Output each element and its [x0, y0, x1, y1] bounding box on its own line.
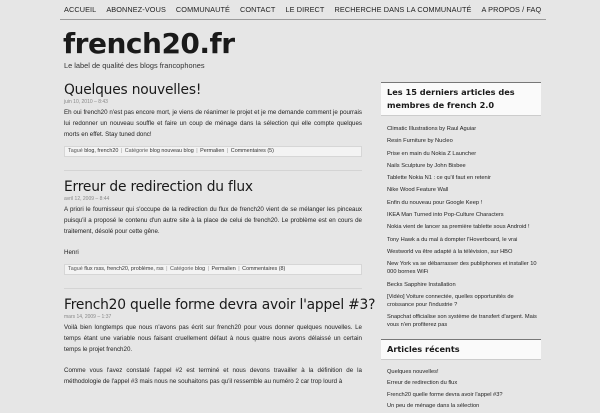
- list-item[interactable]: Nails Sculpture by John Bisbee: [387, 162, 466, 169]
- post-body: [64, 107, 362, 140]
- list-item[interactable]: IKEA Man Turned into Pop-Culture Characters: [387, 212, 504, 219]
- recent-articles-list: [381, 360, 541, 410]
- nav-abonnez-vous[interactable]: ABONNEZ-VOUS: [106, 5, 166, 14]
- nav-communaute[interactable]: COMMUNAUTÉ: [175, 5, 231, 14]
- post-signature: Henri: [64, 249, 79, 256]
- tagged-label: Tagué: [68, 266, 83, 272]
- post: [64, 297, 376, 387]
- post-title[interactable]: French20 quelle forme devra avoir l'appel #3?: [64, 297, 376, 313]
- category-label: Catégorie: [170, 266, 194, 272]
- widget-title: Les 15 derniers articles des membres de french 2.0: [381, 82, 541, 116]
- nav-a-propos-faq[interactable]: A PROPOS / FAQ: [481, 5, 542, 14]
- post-divider: [64, 288, 362, 297]
- post-date: avril 12, 2009 – 8:44: [64, 196, 110, 202]
- post-title[interactable]: Erreur de redirection du flux: [64, 179, 253, 195]
- list-item[interactable]: [Vidéo] Voiture connectée, quelles opportunités de croissance pour l'industrie ?: [387, 293, 514, 308]
- list-item[interactable]: French20 quelle forme devra avoir l'appel #3?: [387, 391, 503, 398]
- top-navigation: [60, 0, 546, 20]
- list-item[interactable]: Prise en main du Nokia Z Launcher: [387, 150, 477, 157]
- tagged-label: Tagué: [68, 148, 83, 154]
- list-item[interactable]: Snapchat officialise son système de transfert d'argent. Mais vous n'en profiterez pas: [387, 314, 537, 329]
- nav-accueil[interactable]: ACCUEIL: [64, 5, 97, 14]
- post-categories[interactable]: blog nouveau blog: [149, 148, 194, 154]
- comments-link[interactable]: Commentaires (8): [242, 266, 286, 272]
- permalink-link[interactable]: Permalien: [200, 148, 225, 154]
- meta-separator: |: [207, 266, 209, 272]
- permalink-link[interactable]: Permalien: [211, 266, 236, 272]
- post: [64, 179, 362, 297]
- post-paragraph: Eh oui french20 n'est pas encore mort, je viens de réanimer le projet et je me demande comment je pourrais lui redonner un nouveau souffle et faire un coup de ménage dans la sélection qui elle compte quelques morts en effet. Stay tuned donc!: [64, 109, 362, 138]
- list-item[interactable]: Quelques nouvelles!: [387, 369, 439, 376]
- list-item[interactable]: Un peu de ménage dans la sélection: [387, 402, 480, 409]
- post-paragraph: A priori le fournisseur qui s'occupe de la redirection du flux de french20 vient de se mélanger les pinceaux puisqu'il a proposé le contenu d'un autre site à la place de celui de french20. Le problème est en cours de traitement, désolé pour cette gêne.: [64, 206, 362, 235]
- latest-articles-list: [381, 116, 541, 329]
- recent-articles-widget: [381, 339, 541, 410]
- meta-separator: |: [166, 266, 168, 272]
- site-tagline: Le label de qualité des blogs francophones: [64, 61, 205, 70]
- nav-recherche-communaute[interactable]: RECHERCHE DANS LA COMMUNAUTÉ: [334, 5, 472, 14]
- meta-separator: |: [120, 148, 123, 154]
- list-item[interactable]: New York va se débarrasser des publiphones et installer 10 000 bornes WiFi: [387, 261, 537, 276]
- list-item[interactable]: Climatic Illustrations by Raul Aguiar: [387, 126, 477, 132]
- list-item[interactable]: Nike Wood Feature Wall: [387, 187, 449, 194]
- post-body: [64, 204, 362, 258]
- meta-separator: |: [196, 148, 198, 154]
- post-meta: [64, 264, 362, 275]
- list-item[interactable]: Erreur de redirection du flux: [387, 380, 458, 387]
- post-tags[interactable]: blog, french20: [84, 148, 119, 154]
- post-paragraph: Comme vous l'avez constaté l'appel #2 est terminé et nous devons travailler à la définition de la méthodologie de l'appel #3 mais nous ne souhaitons pas qu'il ressemble au numéro 2 car trop lourd à: [64, 367, 362, 385]
- list-item[interactable]: Resin Furniture by Nucleo: [387, 138, 453, 145]
- site-title[interactable]: french20.fr: [63, 27, 235, 60]
- post-body: [64, 322, 362, 387]
- list-item[interactable]: Tablette Nokia N1 : ce qu'il faut en retenir: [387, 175, 491, 182]
- latest-articles-widget: [381, 82, 541, 329]
- post-title[interactable]: Quelques nouvelles!: [64, 82, 202, 98]
- list-item[interactable]: Tony Hawk a du mal à dompter l'Hoverboard, le vrai: [387, 236, 518, 243]
- nav-contact[interactable]: CONTACT: [240, 5, 276, 14]
- post-meta: [64, 146, 362, 157]
- post-paragraph: Voilà bien longtemps que nous n'avons pas écrit sur french20 pour vous donner quelques nouvelles. Le temps étant une variable nous faisant cruellement défaut à nous quatre nous avons délaissé un certain temps le projet french20.: [64, 324, 362, 353]
- main-content: [64, 82, 376, 387]
- nav-le-direct[interactable]: LE DIRECT: [285, 5, 325, 14]
- post: [64, 82, 362, 179]
- post-tags[interactable]: flux rsss, french20, problème, rss: [84, 266, 164, 272]
- category-label: Catégorie: [124, 148, 149, 154]
- list-item[interactable]: Becks Sapphire Installation: [387, 281, 456, 288]
- sidebar: [381, 82, 541, 413]
- meta-separator: |: [226, 148, 229, 154]
- list-item[interactable]: Enfin du nouveau pour Google Keep !: [387, 199, 483, 206]
- post-date: mars 14, 2009 – 1:37: [64, 314, 112, 320]
- list-item[interactable]: Westworld va être adapté à la télévision, sur HBO: [387, 248, 513, 255]
- widget-title: Articles récents: [381, 339, 541, 360]
- post-date: juin 10, 2010 – 8:43: [64, 99, 108, 105]
- meta-separator: |: [238, 266, 240, 272]
- list-item[interactable]: Nokia vient de lancer sa première tablette sous Android !: [387, 224, 530, 231]
- comments-link[interactable]: Commentaires (5): [230, 148, 274, 154]
- post-categories[interactable]: blog: [194, 266, 206, 272]
- post-divider: [64, 170, 362, 179]
